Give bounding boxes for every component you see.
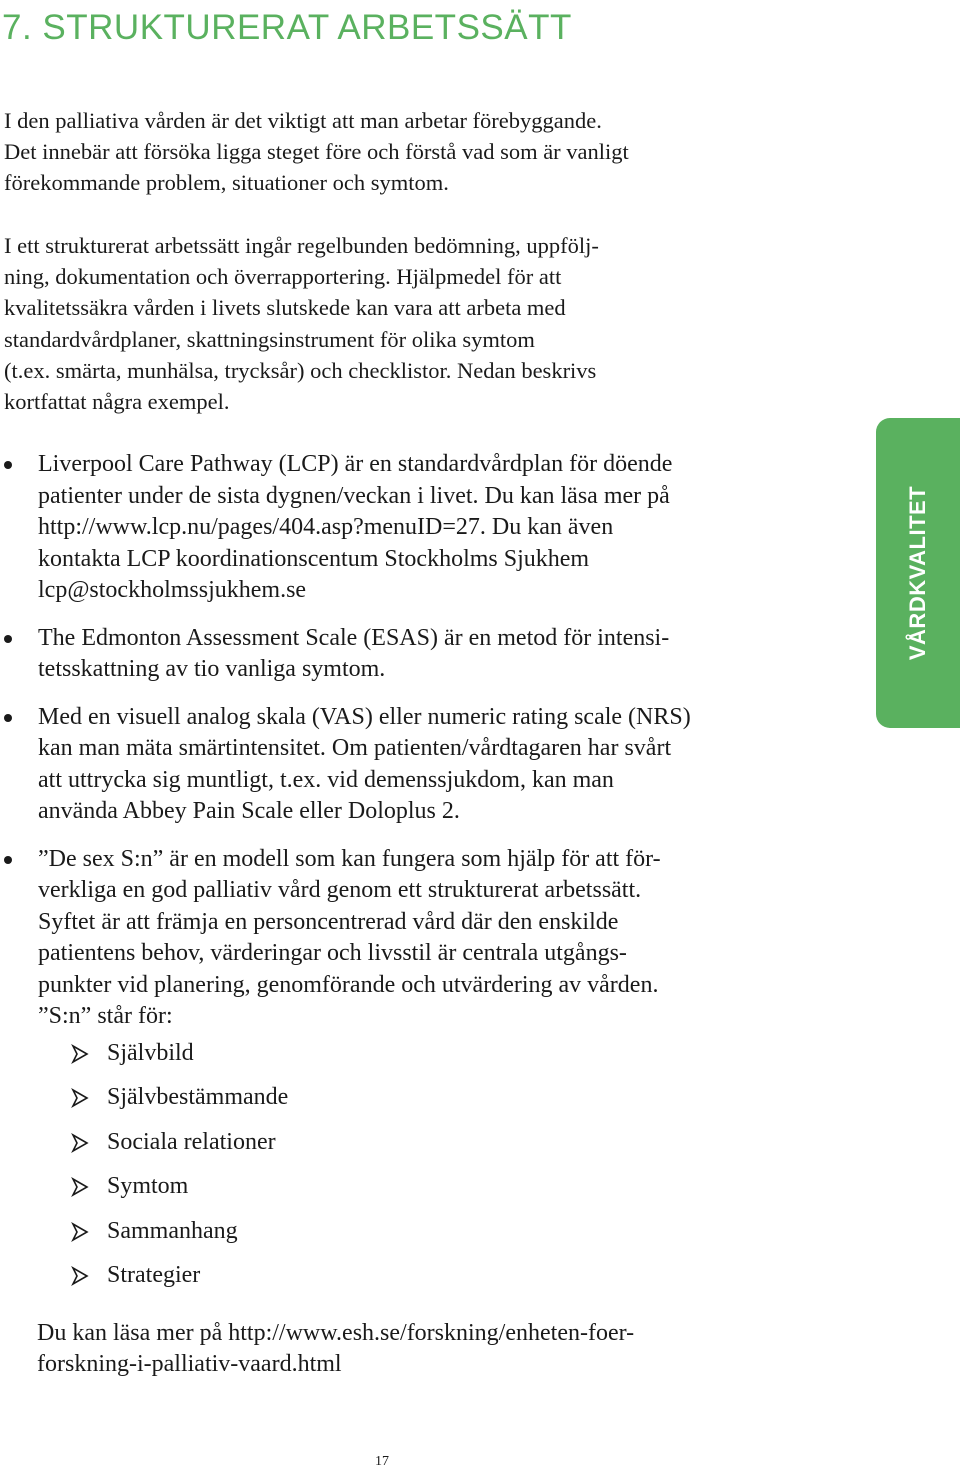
read-more-link[interactable]: forskning-i-palliativ-vaard.html (37, 1351, 342, 1377)
arrowhead-icon (70, 1133, 90, 1153)
list-item-vas-nrs (0, 702, 800, 828)
arrowhead-icon (70, 1088, 90, 1108)
list-item-line: kontakta LCP koordinationscentum Stockholms Sjukhem (38, 545, 590, 572)
bullet-icon (4, 714, 12, 722)
six-s-label: Strategier (107, 1261, 201, 1288)
six-s-item (0, 1209, 600, 1253)
paragraph-line: (t.ex. smärta, munhälsa, trycksår) och checklistor. Nedan beskrivs (4, 357, 597, 383)
paragraph-line: ning, dokumentation och överrapportering. Hjälpmedel för att (4, 264, 562, 290)
bullet-icon (4, 635, 12, 643)
list-item-line: Liverpool Care Pathway (LCP) är en standardvårdplan för döende (38, 451, 673, 477)
side-tab-label: VÅRDKVALITET (905, 485, 930, 661)
arrowhead-icon (70, 1177, 90, 1197)
paragraph-line: kvalitetssäkra vården i livets slutskede kan vara att arbeta med (4, 295, 566, 321)
list-item-lcp (0, 449, 800, 607)
list-item-six-s (0, 844, 800, 1033)
list-item-line: Med en visuell analog skala (VAS) eller numeric rating scale (NRS) (38, 703, 691, 730)
six-s-label: Sociala relationer (107, 1128, 276, 1155)
list-item-line: Syftet är att främja en personcentrerad vård där den enskilde (38, 908, 619, 935)
arrowhead-icon (70, 1044, 90, 1064)
structured-work-paragraph (4, 230, 764, 417)
six-s-label: Sammanhang (107, 1217, 238, 1244)
arrowhead-icon (70, 1266, 90, 1286)
page-number: 17 (375, 1454, 389, 1469)
list-item-line: kan man mäta smärtintensitet. Om patienten/vårdtagaren har svårt (38, 735, 672, 761)
six-s-item (0, 1075, 600, 1119)
paragraph-line: Det innebär att försöka ligga steget före och förstå vad som är vanligt (4, 139, 629, 165)
list-item-line: ”De sex S:n” är en modell som kan fungera som hjälp för att för- (38, 845, 661, 872)
lcp-link[interactable]: http://www.lcp.nu/pages/404.asp?menuID=27. Du kan även (38, 514, 614, 540)
six-s-list (0, 1031, 600, 1297)
bullet-icon (4, 461, 12, 469)
lcp-email-link[interactable]: lcp@stockholmssjukhem.se (38, 577, 307, 603)
list-item-line: The Edmonton Assessment Scale (ESAS) är en metod för intensi- (38, 624, 670, 651)
list-item-line: tetsskattning av tio vanliga symtom. (38, 656, 386, 682)
page-title: 7. STRUKTURERAT ARBETSSÄTT (2, 8, 572, 47)
intro-paragraph (4, 105, 764, 199)
six-s-item (0, 1031, 600, 1075)
bullet-icon (4, 856, 12, 864)
read-more-link[interactable]: Du kan läsa mer på http://www.esh.se/forskning/enheten-foer- (37, 1320, 635, 1346)
list-item-line: att uttrycka sig muntligt, t.ex. vid demenssjukdom, kan man (38, 766, 614, 793)
read-more-paragraph (37, 1318, 797, 1380)
list-item-line: punkter vid planering, genomförande och utvärdering av vården. (38, 971, 659, 998)
section-side-tab (876, 418, 960, 728)
six-s-item (0, 1120, 600, 1164)
six-s-label: Självbestämmande (107, 1084, 289, 1111)
list-item-line: använda Abbey Pain Scale eller Doloplus 2. (38, 798, 460, 824)
paragraph-line: I ett strukturerat arbetssätt ingår regelbunden bedömning, uppfölj- (4, 233, 599, 258)
examples-list (0, 449, 800, 1033)
arrowhead-icon (70, 1222, 90, 1242)
list-item-line: ”S:n” står för: (38, 1003, 173, 1029)
six-s-item (0, 1164, 600, 1208)
list-item-line: patientens behov, värderingar och livsstil är centrala utgångs- (38, 940, 627, 966)
list-item-line: patienter under de sista dygnen/veckan i livet. Du kan läsa mer på (38, 482, 670, 509)
paragraph-line: kortfattat några exempel. (4, 389, 230, 415)
paragraph-line: I den palliativa vården är det viktigt att man arbetar förebyggande. (4, 108, 602, 133)
list-item-esas (0, 623, 800, 686)
paragraph-line: standardvårdplaner, skattningsinstrument för olika symtom (4, 326, 535, 352)
six-s-label: Symtom (107, 1173, 189, 1200)
six-s-item (0, 1253, 600, 1297)
list-item-line: verkliga en god palliativ vård genom ett strukturerat arbetssätt. (38, 877, 642, 903)
paragraph-line: förekommande problem, situationer och symtom. (4, 170, 449, 196)
six-s-label: Självbild (107, 1040, 194, 1066)
